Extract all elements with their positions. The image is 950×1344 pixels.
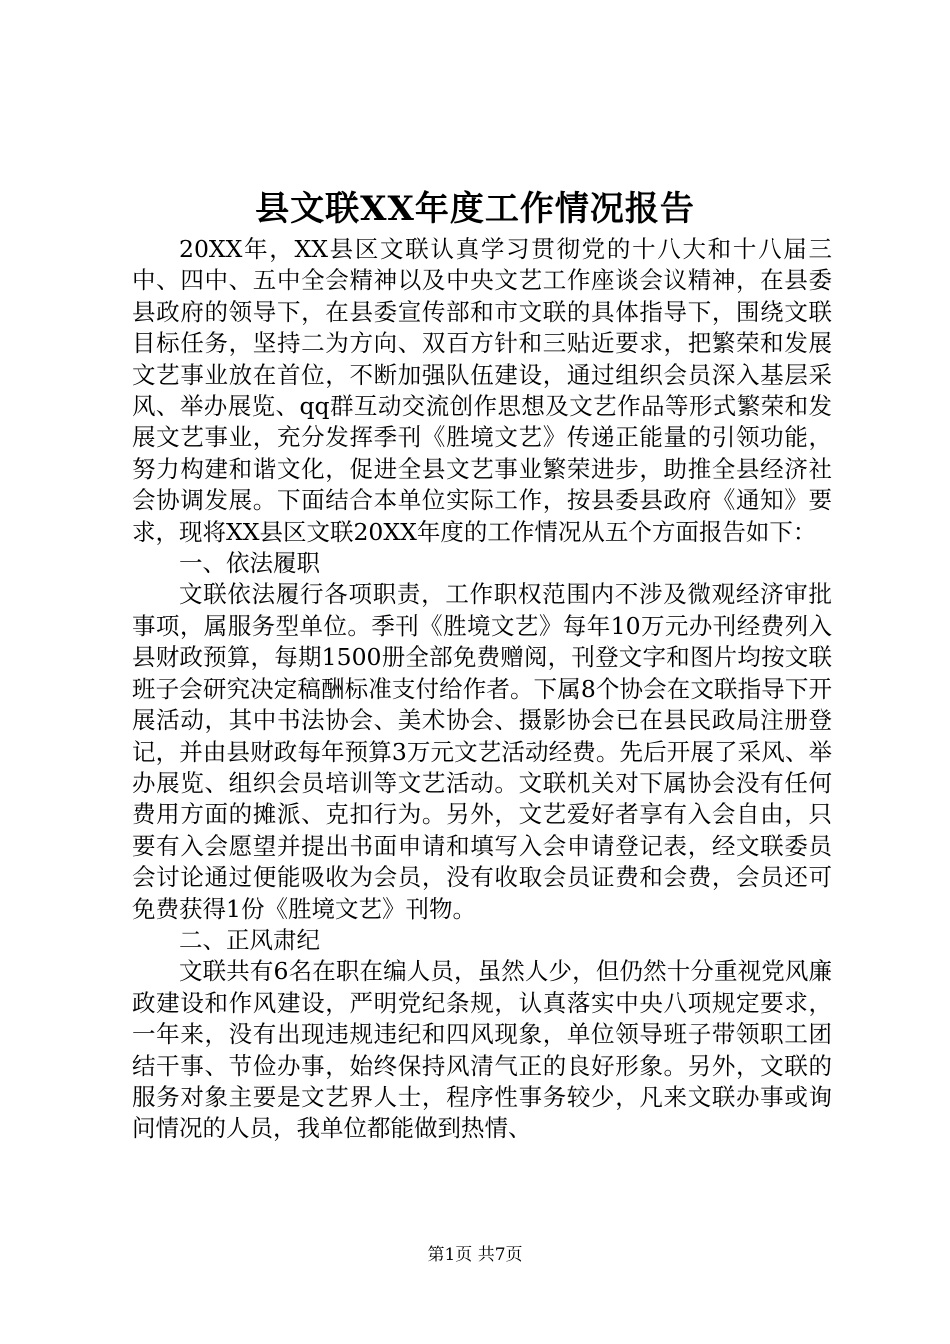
section-1-paragraph: 文联依法履行各项职责，工作职权范围内不涉及微观经济审批事项，属服务型单位。季刊《胜境文艺》每年10万元办刊经费列入县财政预算，每期1500册全部免费赠阅，刊登文字和图片均按文联班子会研究决定稿酬标准支付给作者。下属8个协会在文联指导下开展活动，其中书法协会、美术协会、摄影协会已在县民政局注册登记，并由县财政每年预算3万元文艺活动经费。先后开展了采风、举办展览、组织会员培训等文艺活动。文联机关对下属协会没有任何费用方面的摊派、克扣行为。另外，文艺爱好者享有入会自由，只要有入会愿望并提出书面申请和填写入会申请登记表，经文联委员会讨论通过便能吸收为会员，没有收取会员证费和会费，会员还可免费获得1份《胜境文艺》刊物。	[132, 580, 832, 923]
document-body	[132, 234, 832, 1145]
intro-paragraph: 20XX年，XX县区文联认真学习贯彻党的十八大和十八届三中、四中、五中全会精神以及中央文艺工作座谈会议精神，在县委县政府的领导下，在县委宣传部和市文联的具体指导下，围绕文联目标任务，坚持二为方向、双百方针和三贴近要求，把繁荣和发展文艺事业放在首位，不断加强队伍建设，通过组织会员深入基层采风、举办展览、qq群互动交流创作思想及文艺作品等形式繁荣和发展文艺事业，充分发挥季刊《胜境文艺》传递正能量的引领功能，努力构建和谐文化，促进全县文艺事业繁荣进步，助推全县经济社会协调发展。下面结合本单位实际工作，按县委县政府《通知》要求，现将XX县区文联20XX年度的工作情况从五个方面报告如下：	[132, 235, 832, 546]
section-heading-2: 二、正风肃纪	[179, 925, 320, 954]
page-footer: 第1页 共7页	[427, 1245, 523, 1265]
document-title: 县文联XX年度工作情况报告	[255, 189, 695, 229]
section-heading-1: 一、依法履职	[179, 549, 320, 578]
section-2-paragraph: 文联共有6名在职在编人员，虽然人少，但仍然十分重视党风廉政建设和作风建设，严明党纪条规，认真落实中央八项规定要求，一年来，没有出现违规违纪和四风现象，单位领导班子带领职工团结干事、节俭办事，始终保持风清气正的良好形象。另外，文联的服务对象主要是文艺界人士，程序性事务较少，凡来文联办事或询问情况的人员，我单位都能做到热情、	[132, 957, 832, 1143]
